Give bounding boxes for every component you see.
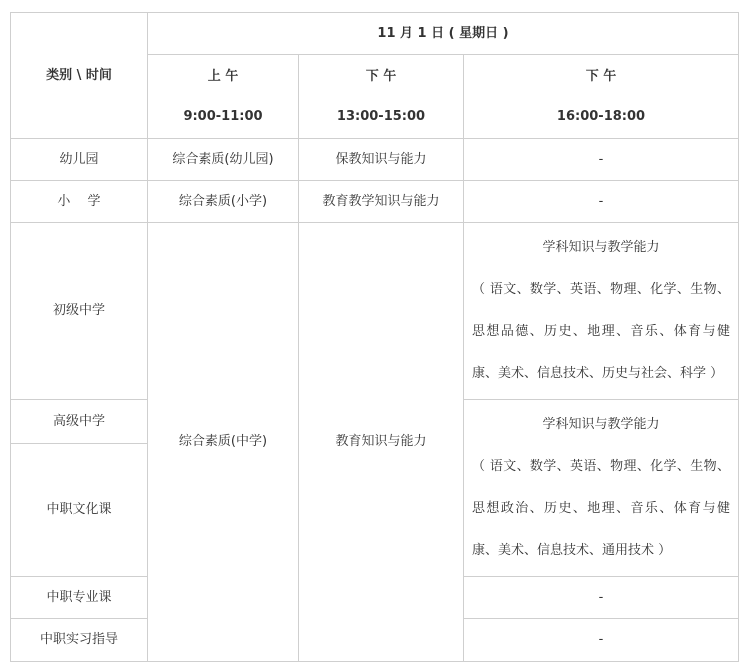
session-header xyxy=(464,55,739,139)
subject-list-cell xyxy=(464,400,739,577)
table-row xyxy=(11,139,739,181)
subject-cell: - xyxy=(464,139,739,181)
session-time: 16:00-18:00 xyxy=(556,108,646,124)
subject-cell: - xyxy=(464,577,739,619)
session-period: 下 午 xyxy=(585,68,617,84)
subject-cell: 保教知识与能力 xyxy=(299,139,464,181)
subject-cell: 综合素质(小学) xyxy=(148,181,299,223)
category-time-header: 类别 \ 时间 xyxy=(11,13,148,139)
subject-title: 学科知识与教学能力 xyxy=(542,240,660,255)
subject-list: （ 语文、数学、英语、物理、化学、生物、思想政治、历史、地理、音乐、体育与健康、美术、信息技术、通用技术 ） xyxy=(472,459,730,558)
header-row-date xyxy=(11,13,739,55)
category-cell: 小 学 xyxy=(11,181,148,223)
category-cell: 高级中学 xyxy=(11,400,148,444)
exam-date-header: 11 月 1 日 ( 星期日 ) xyxy=(148,13,739,55)
category-cell: 初级中学 xyxy=(11,223,148,400)
subject-cell: 综合素质(幼儿园) xyxy=(148,139,299,181)
category-cell: 中职专业课 xyxy=(11,577,148,619)
session-time: 9:00-11:00 xyxy=(183,108,263,124)
session-period: 下 午 xyxy=(365,68,397,84)
category-cell: 中职实习指导 xyxy=(11,619,148,662)
subject-list: （ 语文、数学、英语、物理、化学、生物、思想品德、历史、地理、音乐、体育与健康、美术、信息技术、历史与社会、科学 ） xyxy=(472,282,730,381)
category-cell: 幼儿园 xyxy=(11,139,148,181)
shared-subject-cell: 教育知识与能力 xyxy=(299,223,464,662)
table-row xyxy=(11,223,739,400)
session-header xyxy=(299,55,464,139)
subject-list-cell xyxy=(464,223,739,400)
exam-schedule-table xyxy=(10,12,739,662)
session-header xyxy=(148,55,299,139)
subject-cell: - xyxy=(464,619,739,662)
session-time: 13:00-15:00 xyxy=(336,108,426,124)
shared-subject-cell: 综合素质(中学) xyxy=(148,223,299,662)
session-period: 上 午 xyxy=(207,68,239,84)
table-row xyxy=(11,181,739,223)
subject-cell: - xyxy=(464,181,739,223)
subject-cell: 教育教学知识与能力 xyxy=(299,181,464,223)
category-cell: 中职文化课 xyxy=(11,444,148,577)
subject-title: 学科知识与教学能力 xyxy=(542,417,660,432)
